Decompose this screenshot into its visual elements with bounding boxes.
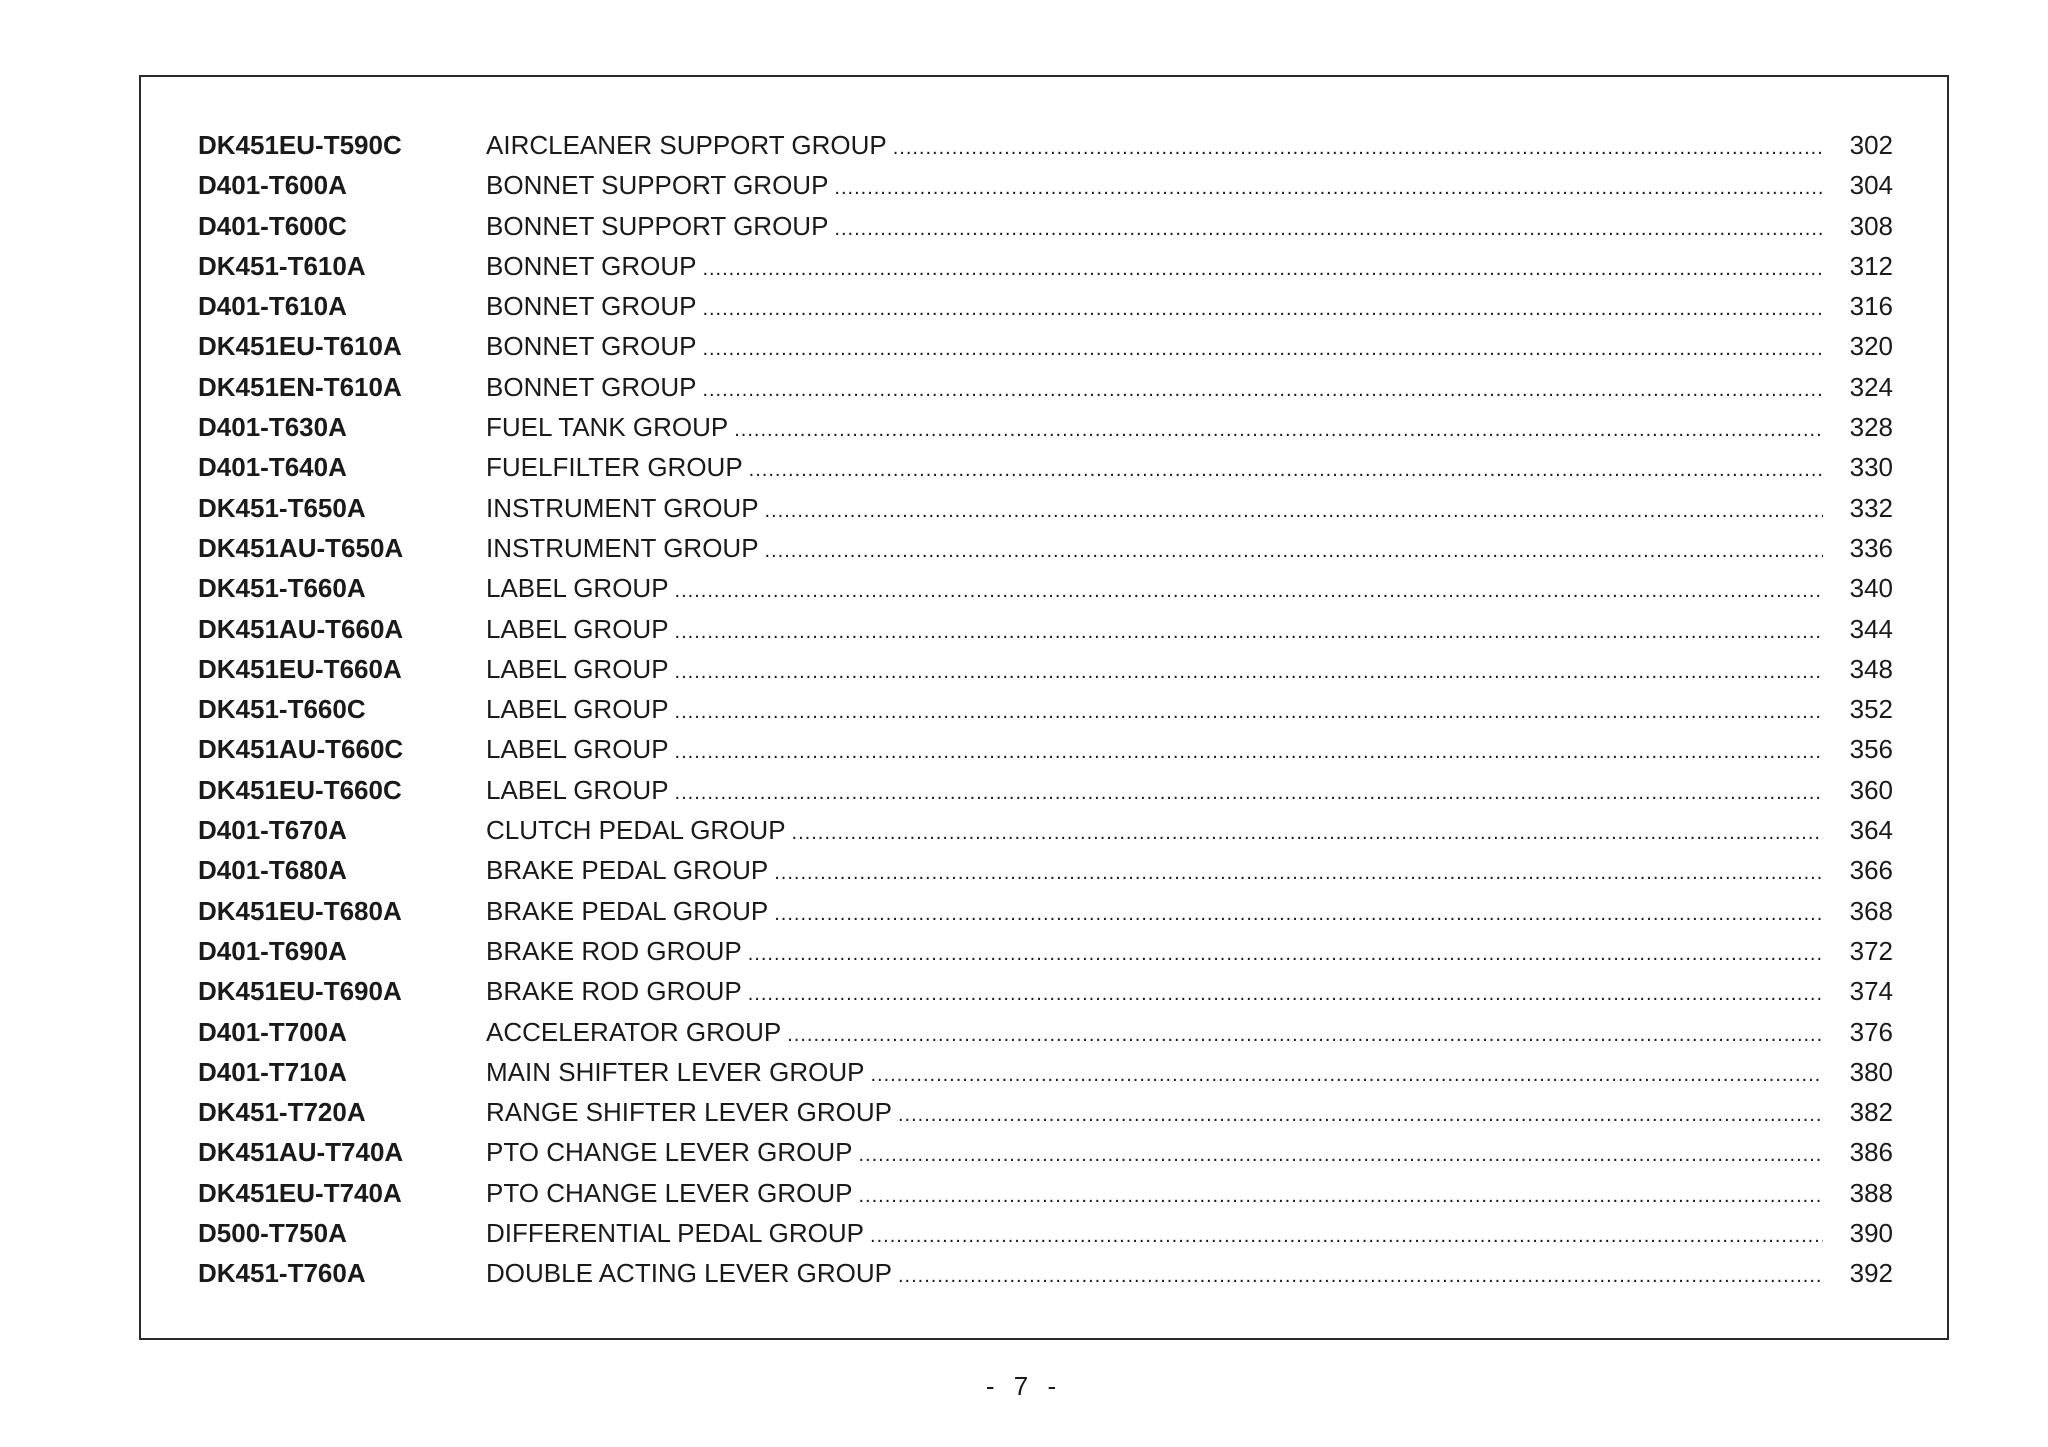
dot-leader xyxy=(702,249,1823,289)
page-ref: 340 xyxy=(1849,573,1893,604)
dot-leader xyxy=(787,1015,1823,1055)
dot-leader xyxy=(749,450,1823,490)
part-code: DK451EU-T660A xyxy=(198,653,402,684)
group-title: BONNET SUPPORT GROUP xyxy=(486,210,829,241)
group-title: INSTRUMENT GROUP xyxy=(486,532,759,563)
group-title: CLUTCH PEDAL GROUP xyxy=(486,815,786,846)
toc-row xyxy=(198,971,1893,1011)
toc-row xyxy=(198,609,1893,649)
part-code: D401-T670A xyxy=(198,815,347,846)
page-ref: 330 xyxy=(1849,452,1893,483)
dot-leader xyxy=(765,531,1823,571)
toc-row xyxy=(198,326,1893,366)
dot-leader xyxy=(792,813,1823,853)
page-ref: 374 xyxy=(1849,976,1893,1007)
toc-row xyxy=(198,488,1893,528)
part-code: DK451EN-T610A xyxy=(198,371,402,402)
toc-row xyxy=(198,1132,1893,1172)
group-title: BRAKE ROD GROUP xyxy=(486,976,742,1007)
toc-row xyxy=(198,286,1893,326)
part-code: DK451EU-T590C xyxy=(198,130,402,160)
part-code: D401-T600A xyxy=(198,170,347,201)
part-code: DK451AU-T660A xyxy=(198,613,404,644)
dot-leader xyxy=(871,1055,1824,1095)
dot-leader xyxy=(748,934,1823,974)
dot-leader xyxy=(702,289,1823,329)
page-number: - 7 - xyxy=(985,1371,1063,1401)
dot-leader xyxy=(675,652,1823,692)
part-code: DK451-T650A xyxy=(198,492,366,523)
toc-row xyxy=(198,891,1893,931)
group-title: LABEL GROUP xyxy=(486,613,669,644)
toc-row xyxy=(198,367,1893,407)
toc-row xyxy=(198,1052,1893,1092)
page-ref: 376 xyxy=(1849,1016,1893,1047)
toc-row xyxy=(198,246,1893,286)
part-code: DK451AU-T660C xyxy=(198,734,404,765)
toc-row xyxy=(198,850,1893,890)
toc-row xyxy=(198,931,1893,971)
part-code: DK451-T660A xyxy=(198,573,366,604)
page-ref: 336 xyxy=(1849,532,1893,563)
page-ref: 366 xyxy=(1849,855,1893,886)
toc-row xyxy=(198,1092,1893,1132)
page-ref: 302 xyxy=(1849,130,1893,160)
group-title: BONNET GROUP xyxy=(486,331,697,362)
page-ref: 388 xyxy=(1849,1177,1893,1208)
part-code: D401-T600C xyxy=(198,210,347,241)
toc-row xyxy=(198,407,1893,447)
group-title: DOUBLE ACTING LEVER GROUP xyxy=(486,1258,892,1289)
part-code: D500-T750A xyxy=(198,1218,347,1249)
group-title: AIRCLEANER SUPPORT GROUP xyxy=(486,130,887,160)
group-title: BRAKE PEDAL GROUP xyxy=(486,895,769,926)
toc-row xyxy=(198,125,1893,165)
page-ref: 364 xyxy=(1849,815,1893,846)
page-ref: 344 xyxy=(1849,613,1893,644)
part-code: DK451-T660C xyxy=(198,694,366,725)
part-code: D401-T680A xyxy=(198,855,347,886)
toc-row xyxy=(198,528,1893,568)
group-title: BRAKE PEDAL GROUP xyxy=(486,855,769,886)
part-code: DK451EU-T610A xyxy=(198,331,402,362)
group-title: BONNET GROUP xyxy=(486,291,697,322)
dot-leader xyxy=(675,571,1823,611)
page-ref: 324 xyxy=(1849,371,1893,402)
group-title: BONNET GROUP xyxy=(486,371,697,402)
toc-row xyxy=(198,447,1893,487)
part-code: D401-T640A xyxy=(198,452,347,483)
toc-row xyxy=(198,1173,1893,1213)
page-ref: 328 xyxy=(1849,412,1893,443)
part-code: DK451EU-T740A xyxy=(198,1177,402,1208)
dot-leader xyxy=(675,692,1823,732)
group-title: ACCELERATOR GROUP xyxy=(486,1016,782,1047)
page-ref: 372 xyxy=(1849,935,1893,966)
dot-leader xyxy=(893,128,1823,168)
toc-row xyxy=(198,1213,1893,1253)
page-ref: 320 xyxy=(1849,331,1893,362)
group-title: BONNET SUPPORT GROUP xyxy=(486,170,829,201)
group-title: BONNET GROUP xyxy=(486,250,697,281)
toc-row xyxy=(198,770,1893,810)
page-ref: 360 xyxy=(1849,774,1893,805)
group-title: PTO CHANGE LEVER GROUP xyxy=(486,1177,853,1208)
toc-row xyxy=(198,729,1893,769)
dot-leader xyxy=(774,853,1823,893)
dot-leader xyxy=(702,329,1823,369)
page-ref: 352 xyxy=(1849,694,1893,725)
toc-row xyxy=(198,1012,1893,1052)
group-title: LABEL GROUP xyxy=(486,653,669,684)
part-code: DK451-T760A xyxy=(198,1258,366,1289)
dot-leader xyxy=(859,1176,1824,1216)
toc-row xyxy=(198,1253,1893,1293)
group-title: FUELFILTER GROUP xyxy=(486,452,743,483)
dot-leader xyxy=(834,209,1823,249)
part-code: DK451EU-T660C xyxy=(198,774,402,805)
group-title: RANGE SHIFTER LEVER GROUP xyxy=(486,1097,892,1128)
group-title: MAIN SHIFTER LEVER GROUP xyxy=(486,1056,865,1087)
page-ref: 386 xyxy=(1849,1137,1893,1168)
dot-leader xyxy=(765,491,1823,531)
page-ref: 308 xyxy=(1849,210,1893,241)
dot-leader xyxy=(898,1256,1823,1296)
group-title: BRAKE ROD GROUP xyxy=(486,935,742,966)
dot-leader xyxy=(675,612,1823,652)
dot-leader xyxy=(734,410,1823,450)
toc-row xyxy=(198,206,1893,246)
toc-row xyxy=(198,810,1893,850)
group-title: PTO CHANGE LEVER GROUP xyxy=(486,1137,853,1168)
group-title: DIFFERENTIAL PEDAL GROUP xyxy=(486,1218,865,1249)
dot-leader xyxy=(898,1095,1823,1135)
dot-leader xyxy=(870,1216,1823,1256)
part-code: D401-T610A xyxy=(198,291,347,322)
table-of-contents xyxy=(198,125,1893,1294)
part-code: D401-T630A xyxy=(198,412,347,443)
part-code: DK451-T610A xyxy=(198,250,366,281)
page-ref: 356 xyxy=(1849,734,1893,765)
group-title: LABEL GROUP xyxy=(486,694,669,725)
page-ref: 382 xyxy=(1849,1097,1893,1128)
page-ref: 348 xyxy=(1849,653,1893,684)
toc-row xyxy=(198,689,1893,729)
part-code: DK451EU-T680A xyxy=(198,895,402,926)
dot-leader xyxy=(675,773,1823,813)
group-title: LABEL GROUP xyxy=(486,734,669,765)
dot-leader xyxy=(702,370,1823,410)
page-ref: 380 xyxy=(1849,1056,1893,1087)
part-code: DK451EU-T690A xyxy=(198,976,402,1007)
page-ref: 304 xyxy=(1849,170,1893,201)
toc-row xyxy=(198,165,1893,205)
group-title: LABEL GROUP xyxy=(486,573,669,604)
toc-row xyxy=(198,649,1893,689)
part-code: D401-T700A xyxy=(198,1016,347,1047)
page-ref: 390 xyxy=(1849,1218,1893,1249)
part-code: DK451AU-T740A xyxy=(198,1137,404,1168)
page-ref: 312 xyxy=(1849,250,1893,281)
group-title: LABEL GROUP xyxy=(486,774,669,805)
page-ref: 316 xyxy=(1849,291,1893,322)
dot-leader xyxy=(748,974,1823,1014)
part-code: DK451AU-T650A xyxy=(198,532,404,563)
group-title: FUEL TANK GROUP xyxy=(486,412,729,443)
toc-row xyxy=(198,568,1893,608)
group-title: INSTRUMENT GROUP xyxy=(486,492,759,523)
page-ref: 332 xyxy=(1849,492,1893,523)
part-code: D401-T690A xyxy=(198,935,347,966)
part-code: DK451-T720A xyxy=(198,1097,366,1128)
dot-leader xyxy=(834,168,1823,208)
page-ref: 392 xyxy=(1849,1258,1893,1289)
dot-leader xyxy=(774,894,1823,934)
part-code: D401-T710A xyxy=(198,1056,347,1087)
page-ref: 368 xyxy=(1849,895,1893,926)
dot-leader xyxy=(675,732,1823,772)
dot-leader xyxy=(859,1135,1824,1175)
